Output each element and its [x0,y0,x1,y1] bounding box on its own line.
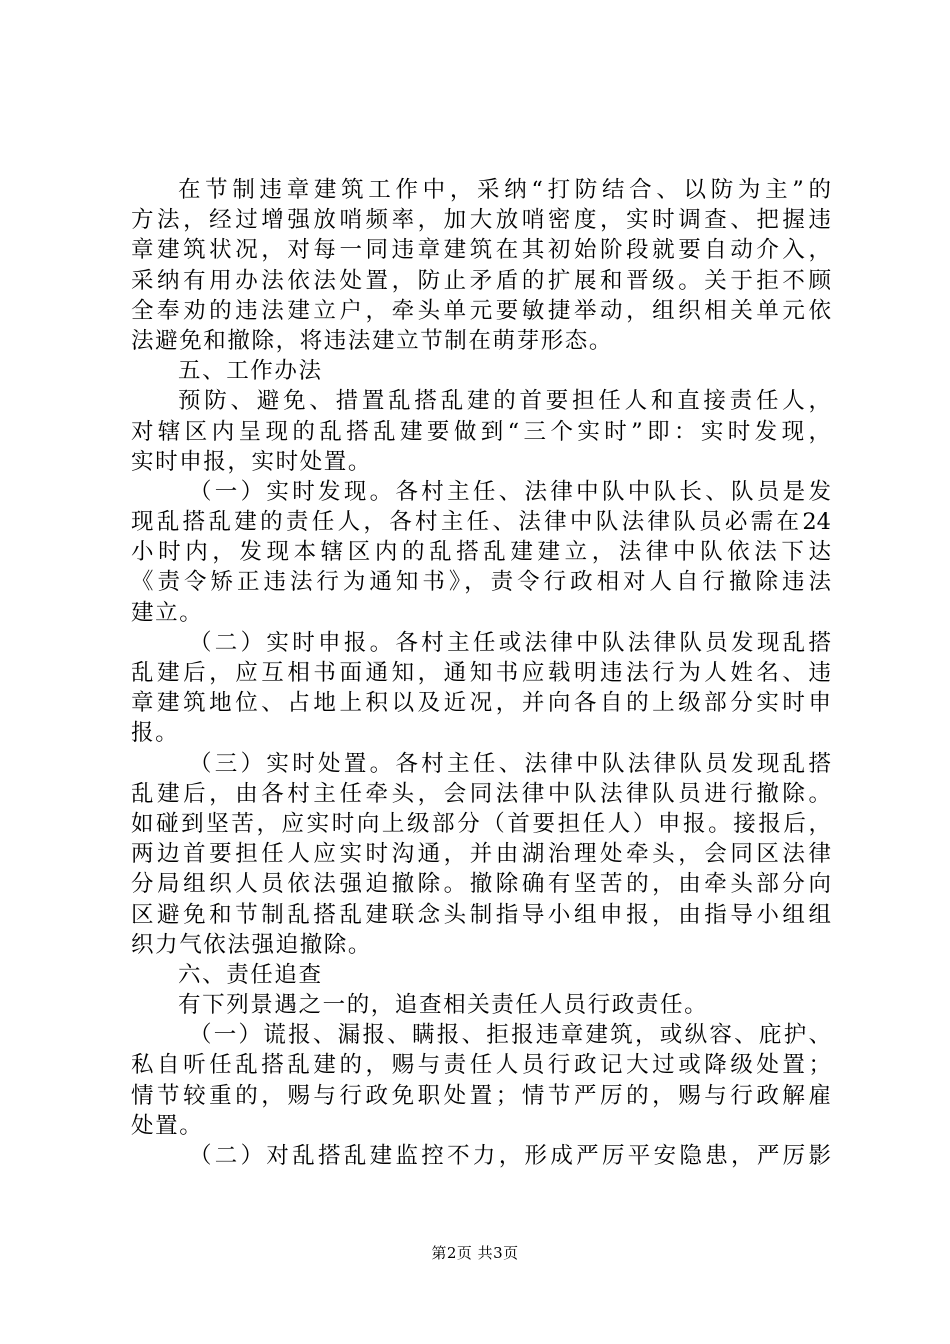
paragraph-line: 乱建后，由各村主任牵头，会同法律中队法律队员进行撤除。 [131,780,831,807]
section-heading: 六、责任追查 [178,961,323,988]
paragraph-line: 织力气依法强迫撤除。 [131,931,373,958]
page-footer: 第2页 共3页 [431,1244,519,1262]
paragraph-line: 对辖区内呈现的乱搭乱建要做到“三个实时”即：实时发现， [131,418,831,445]
paragraph-line: 《责令矫正违法行为通知书》，责令行政相对人自行撤除违法 [131,569,831,596]
paragraph-line: 有下列景遇之一的，追查相关责任人员行政责任。 [178,992,709,1019]
paragraph-line: 如碰到坚苦，应实时向上级部分（首要担任人）申报。接报后， [131,810,831,837]
paragraph-line: 报。 [131,720,180,747]
paragraph-line: （一）谎报、漏报、瞒报、拒报违章建筑，或纵容、庇护、 [189,1022,831,1049]
paragraph-line: 情节较重的，赐与行政免职处置；情节严厉的，赐与行政解雇 [131,1082,831,1109]
paragraph-line: 现乱搭乱建的责任人，各村主任、法律中队法律队员必需在24 [131,509,831,536]
paragraph-line: 私自听任乱搭乱建的，赐与责任人员行政记大过或降级处置； [131,1052,831,1079]
paragraph-line: 采纳有用办法依法处置，防止矛盾的扩展和晋级。关于拒不顾 [131,267,831,294]
paragraph-line: 建立。 [131,599,204,626]
paragraph-line: 两边首要担任人应实时沟通，并由湖治理处牵头，会同区法律 [131,841,831,868]
paragraph-line: 方法，经过增强放哨频率，加大放哨密度，实时调查、把握违 [131,207,831,234]
paragraph-line: 全奉劝的违法建立户，牵头单元要敏捷举动，组织相关单元依 [131,297,831,324]
paragraph-line: 小时内，发现本辖区内的乱搭乱建建立，法律中队依法下达 [131,539,831,566]
paragraph-line: 预防、避免、措置乱搭乱建的首要担任人和直接责任人， [178,388,831,415]
paragraph-line: 在节制违章建筑工作中，采纳“打防结合、以防为主”的 [178,177,831,203]
paragraph-line: 章建筑状况，对每一同违章建筑在其初始阶段就要自动介入， [131,237,831,264]
paragraph-line: 区避免和节制乱搭乱建联念头制指导小组申报，由指导小组组 [131,901,831,928]
paragraph-line: 处置。 [131,1112,204,1139]
document-body [131,175,831,1171]
paragraph-line: 章建筑地位、占地上积以及近况，并向各自的上级部分实时申 [131,690,831,717]
paragraph-line: 实时申报，实时处置。 [131,448,373,475]
paragraph-line: （一）实时发现。各村主任、法律中队中队长、队员是发 [189,478,831,505]
paragraph-line: （二）对乱搭乱建监控不力，形成严厉平安隐患，严厉影 [189,1143,831,1169]
paragraph-line: 分局组织人员依法强迫撤除。撤除确有坚苦的，由牵头部分向 [131,871,831,898]
paragraph-line: 法避免和撤除，将违法建立节制在萌芽形态。 [131,327,614,354]
section-heading: 五、工作办法 [178,358,323,385]
paragraph-line: （二）实时申报。各村主任或法律中队法律队员发现乱搭 [189,629,831,656]
paragraph-line: （三）实时处置。各村主任、法律中队法律队员发现乱搭 [189,750,831,777]
paragraph-line: 乱建后，应互相书面通知，通知书应载明违法行为人姓名、违 [131,660,831,686]
